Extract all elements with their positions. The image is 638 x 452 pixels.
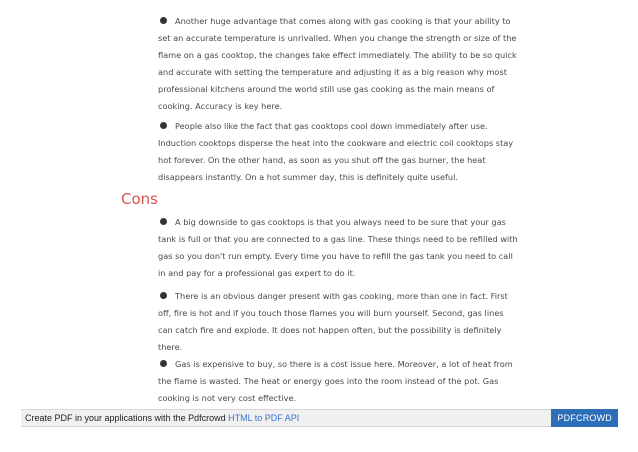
list-item (158, 356, 518, 407)
list-item (158, 118, 518, 186)
footer-text (25, 410, 299, 426)
footer-prefix: Create PDF in your applications with the Pdfcrowd (25, 413, 229, 423)
bullet-icon (160, 122, 167, 129)
list-item (158, 214, 518, 282)
html-to-pdf-api-link[interactable]: HTML to PDF API (228, 413, 300, 423)
bullet-text: There is an obvious danger present with gas cooking, more than one in fact. First off, fire is hot and if you touch those flames you will burn yourself. Second, gas lines can catch fire and explode. It does not happen often, but the possibility is definitely there. (158, 291, 508, 352)
bullet-text: Gas is expensive to buy, so there is a cost issue here. Moreover, a lot of heat from the flame is wasted. The heat or energy goes into the room instead of the pot. Gas cooking is not very cost effective. (158, 359, 513, 403)
bullet-icon (160, 292, 167, 299)
pdfcrowd-brand-button[interactable]: PDFCROWD (551, 409, 618, 427)
bullet-text: A big downside to gas cooktops is that you always need to be sure that your gas tank is full or that you are connected to a gas line. These things need to be refilled with gas so you don't run empty. Every time you have to refill the gas tank you need to call in and pay for a professional gas expert to do it. (158, 217, 518, 278)
bullet-icon (160, 360, 167, 367)
bullet-icon (160, 218, 167, 225)
list-item (158, 13, 518, 115)
bullet-text: People also like the fact that gas cooktops cool down immediately after use. Induction cooktops disperse the heat into the cookware and electric coil cooktops stay hot forever. On the other hand, as soon as you shut off the gas burner, the heat disappears instantly. On a hot summer day, this is definitely quite useful. (158, 121, 514, 182)
bullet-icon (160, 17, 167, 24)
bullet-text: Another huge advantage that comes along with gas cooking is that your ability to set an accurate temperature is unrivalled. When you change the strength or size of the flame on a gas cooktop, the changes take effect immediately. The ability to be so quick and accurate with setting the temperature and adjusting it as a big reason why most professional kitchens around the world still use gas cooking as the main means of cooking. Accuracy is key here. (158, 16, 517, 111)
pdf-footer-bar (21, 409, 618, 427)
cons-heading: Cons (121, 190, 158, 208)
list-item (158, 288, 518, 356)
